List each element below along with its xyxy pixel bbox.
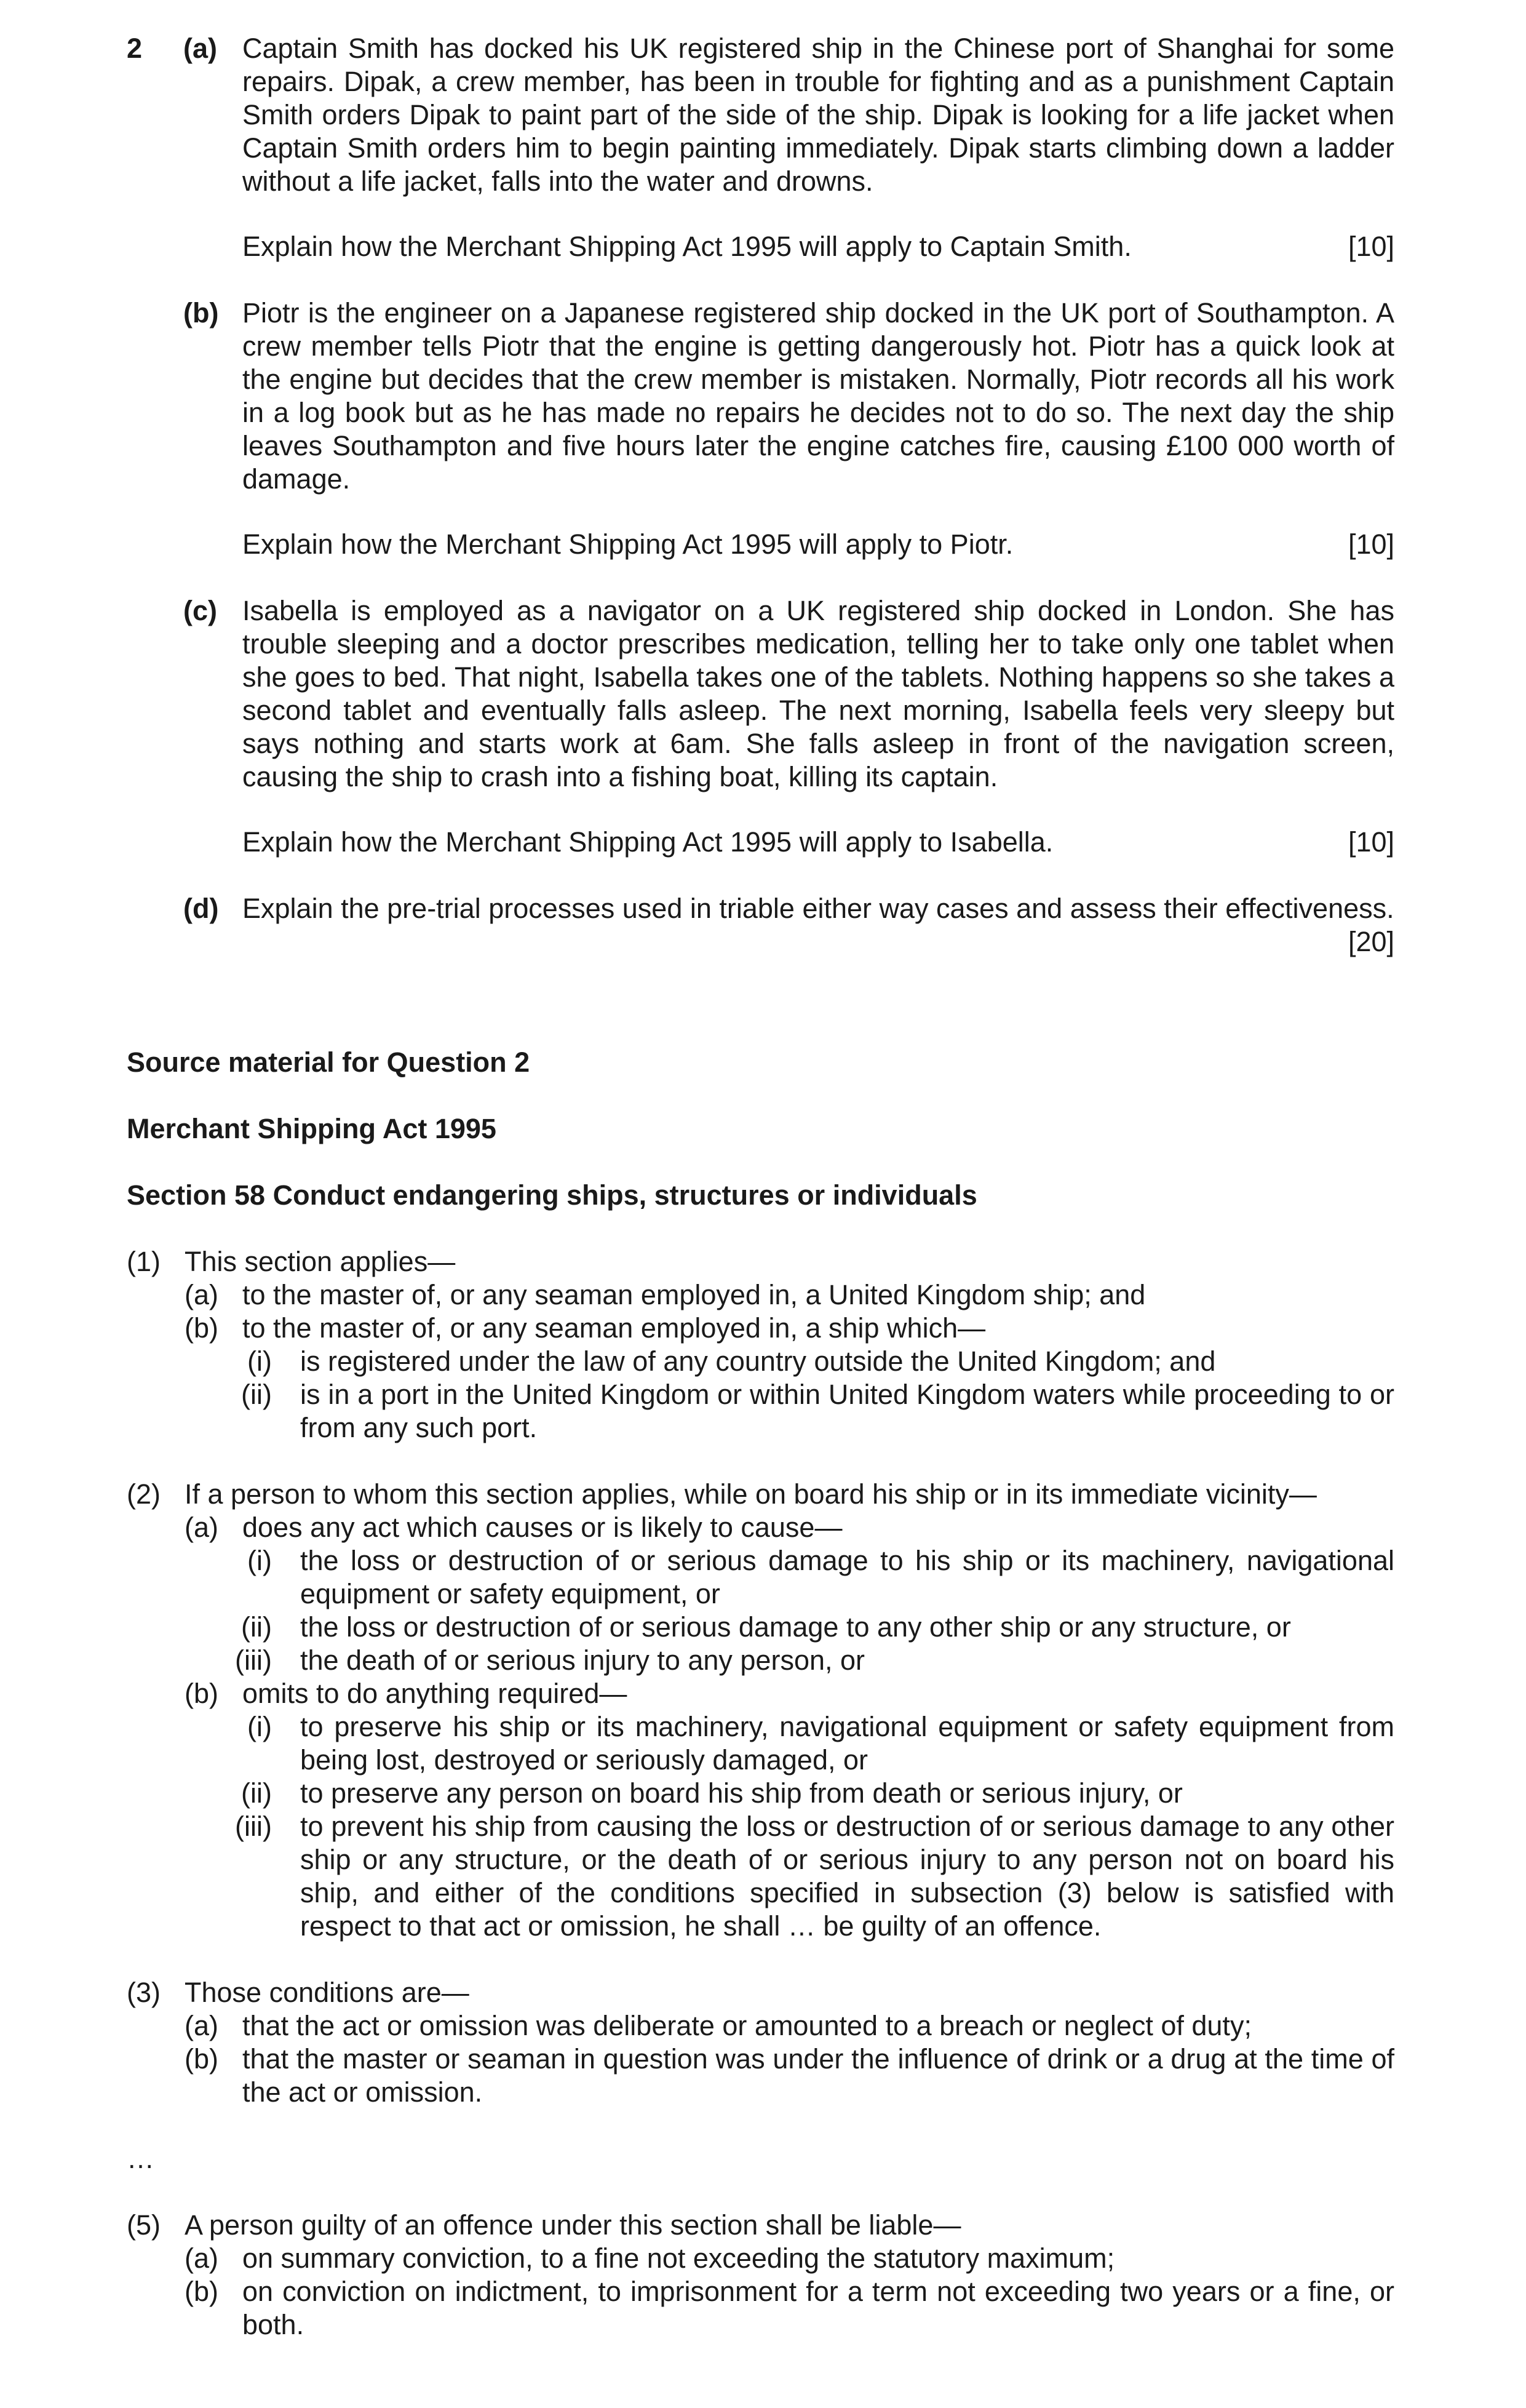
- s1-b-text: to the master of, or any seaman employed in, a ship which—: [242, 1312, 986, 1344]
- s2-a-ii-text: the loss or destruction of or serious damage to any other ship or any structure, or: [300, 1611, 1291, 1643]
- subsection-3-number: (3): [127, 1977, 161, 2008]
- s1-b-ii-text: is in a port in the United Kingdom or within United Kingdom waters while proceeding to or from any such port.: [300, 1379, 1394, 1443]
- s3-b-text: that the master or seaman in question was under the influence of drink or a drug at the time of the act or omission.: [242, 2043, 1394, 2108]
- s2-a-iii-label: (iii): [235, 1645, 272, 1676]
- s2-b-text: omits to do anything required—: [242, 1678, 627, 1709]
- subsection-3-intro: Those conditions are—: [185, 1977, 469, 2008]
- part-d-label: (d): [183, 893, 219, 924]
- part-b-prompt: Explain how the Merchant Shipping Act 1995 will apply to Piotr.: [242, 528, 1014, 560]
- s1-b-i-text: is registered under the law of any country outside the United Kingdom; and: [300, 1346, 1216, 1377]
- part-c-prompt: Explain how the Merchant Shipping Act 1995 will apply to Isabella.: [242, 826, 1054, 858]
- part-a-label: (a): [183, 33, 217, 64]
- s5-b-label: (b): [185, 2276, 218, 2307]
- subsection-1-intro: This section applies—: [185, 1246, 456, 1277]
- s2-b-iii-text: to prevent his ship from causing the loss or destruction of or serious damage to any other ship or any structure, or the death of or serious injury to any person not on board his ship, and either of the conditions specified in subsection (3) below is satisfied with respect to that act or omission, he shall … be guilty of an offence.: [300, 1811, 1394, 1942]
- s2-b-i-text: to preserve his ship or its machinery, navigational equipment or safety equipment from being lost, destroyed or seriously damaged, or: [300, 1711, 1394, 1776]
- question-number: 2: [127, 33, 143, 64]
- s2-a-i-text: the loss or destruction of or serious damage to his ship or its machinery, navigational equipment or safety equipment, or: [300, 1545, 1394, 1609]
- act-title: Merchant Shipping Act 1995: [127, 1113, 496, 1144]
- s1-a-label: (a): [185, 1279, 218, 1310]
- s2-a-label: (a): [185, 1512, 218, 1543]
- part-c-label: (c): [183, 595, 217, 626]
- part-a-marks: [10]: [1348, 231, 1394, 262]
- s5-a-label: (a): [185, 2243, 218, 2274]
- subsection-5-number: (5): [127, 2209, 161, 2241]
- s1-b-label: (b): [185, 1312, 218, 1344]
- omission-ellipsis: …: [127, 2143, 154, 2174]
- subsection-5-intro: A person guilty of an offence under this section shall be liable—: [185, 2209, 961, 2241]
- part-c-text: Isabella is employed as a navigator on a UK registered ship docked in London. She has trouble sleeping and a doctor prescribes medication, telling her to take only one tablet when she goes to bed. That night, Isabella takes one of the tablets. Nothing happens so she takes a second tablet and eventually falls asleep. The next morning, Isabella feels very sleepy but says nothing and starts work at 6am. She falls asleep in front of the navigation screen, causing the ship to crash into a fishing boat, killing its captain.: [242, 595, 1394, 792]
- part-c-marks: [10]: [1348, 826, 1394, 858]
- s2-b-iii-label: (iii): [235, 1811, 272, 1842]
- part-b-text: Piotr is the engineer on a Japanese registered ship docked in the UK port of Southampton. A crew member tells Piotr that the engine is getting dangerously hot. Piotr has a quick look at the engine but decides that the crew member is mistaken. Normally, Piotr records all his work in a log book but as he has made no repairs he decides not to do so. The next day the ship leaves Southampton and five hours later the engine catches fire, causing £100 000 worth of damage.: [242, 297, 1394, 495]
- s2-b-ii-text: to preserve any person on board his ship from death or serious injury, or: [300, 1777, 1183, 1809]
- s1-a-text: to the master of, or any seaman employed in, a United Kingdom ship; and: [242, 1279, 1146, 1310]
- s5-a-text: on summary conviction, to a fine not exceeding the statutory maximum;: [242, 2243, 1115, 2274]
- part-b-label: (b): [183, 297, 219, 329]
- subsection-2-intro: If a person to whom this section applies, while on board his ship or in its immediate vicinity—: [185, 1478, 1317, 1510]
- s2-b-ii-label: (ii): [241, 1777, 272, 1809]
- part-b-marks: [10]: [1348, 528, 1394, 560]
- s3-a-text: that the act or omission was deliberate or amounted to a breach or neglect of duty;: [242, 2010, 1252, 2041]
- source-heading: Source material for Question 2: [127, 1047, 530, 1078]
- s2-a-ii-label: (ii): [241, 1611, 272, 1643]
- part-d-marks: [20]: [1348, 926, 1394, 957]
- part-a-text: Captain Smith has docked his UK registered ship in the Chinese port of Shanghai for some repairs. Dipak, a crew member, has been in trouble for fighting and as a punishment Captain Smith orders Dipak to paint part of the side of the ship. Dipak is looking for a life jacket when Captain Smith orders him to begin painting immediately. Dipak starts climbing down a ladder without a life jacket, falls into the water and drowns.: [242, 33, 1394, 197]
- s2-b-i-label: (i): [247, 1711, 272, 1742]
- part-a-prompt: Explain how the Merchant Shipping Act 1995 will apply to Captain Smith.: [242, 231, 1132, 262]
- s1-b-i-label: (i): [247, 1346, 272, 1377]
- s1-b-ii-label: (ii): [241, 1379, 272, 1410]
- section-title: Section 58 Conduct endangering ships, structures or individuals: [127, 1179, 977, 1211]
- subsection-2-number: (2): [127, 1478, 161, 1510]
- s2-b-label: (b): [185, 1678, 218, 1709]
- s5-b-text: on conviction on indictment, to imprisonment for a term not exceeding two years or a fine, or both.: [242, 2276, 1394, 2340]
- s2-a-text: does any act which causes or is likely to cause—: [242, 1512, 843, 1543]
- subsection-1-number: (1): [127, 1246, 161, 1277]
- part-d-text: Explain the pre-trial processes used in triable either way cases and assess their effectiveness.: [242, 893, 1394, 924]
- s3-b-label: (b): [185, 2043, 218, 2075]
- s3-a-label: (a): [185, 2010, 218, 2041]
- s2-a-iii-text: the death of or serious injury to any person, or: [300, 1645, 865, 1676]
- s2-a-i-label: (i): [247, 1545, 272, 1576]
